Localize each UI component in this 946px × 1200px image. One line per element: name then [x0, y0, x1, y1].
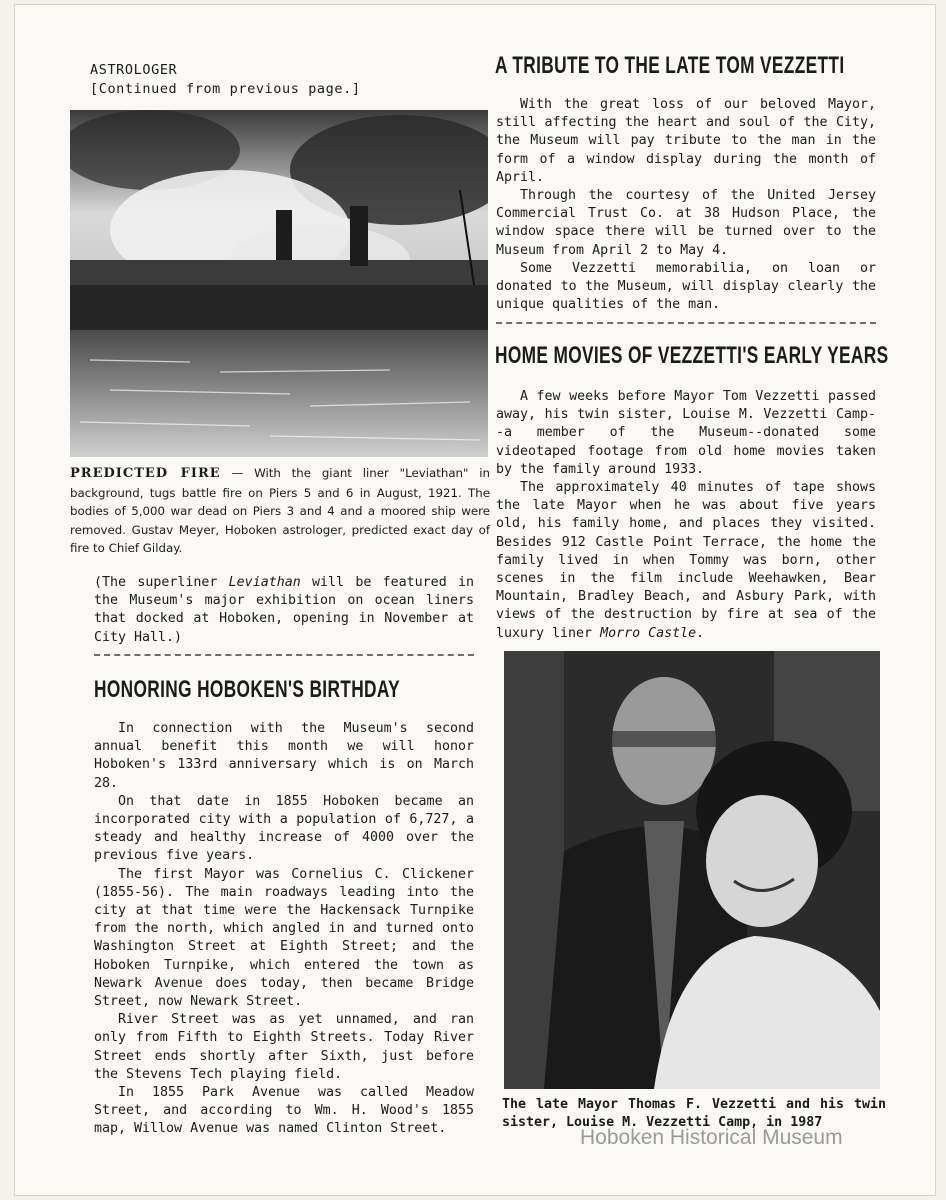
tribute-paragraph: Some Vezzetti memorabilia, on loan or donated to the Museum, will display clearly the unique qualities of the man. — [496, 260, 876, 313]
leviathan-exhibit-note — [94, 574, 474, 647]
tribute-heading: A TRIBUTE TO THE LATE TOM VEZZETTI — [495, 52, 845, 79]
vezzetti-photo-caption: The late Mayor Thomas F. Vezzetti and his twin sister, Louise M. Vezzetti Camp, in 1987 — [502, 1097, 886, 1130]
note-italic: Leviathan — [228, 575, 301, 590]
birthday-paragraph: On that date in 1855 Hoboken became an incorporated city with a population of 6,727, a steady and healthy increase of 4000 over the previous five years. — [94, 793, 474, 864]
leviathan-fire-image — [70, 110, 488, 457]
tribute-article — [496, 96, 876, 314]
vezzetti-photo — [504, 651, 880, 1089]
movies-heading: HOME MOVIES OF VEZZETTI'S EARLY YEARS — [495, 342, 889, 369]
movies-p2-post: . — [696, 625, 705, 641]
movies-paragraph: A few weeks before Mayor Tom Vezzetti passed away, his twin sister, Louise M. Vezzetti Camp--a member of the Museum--donated some videotaped footage from old home movies taken by the family around 1933. — [496, 389, 876, 477]
newsletter-page — [14, 4, 936, 1196]
movies-p2-pre: The approximately 40 minutes of tape shows the late Mayor when he was about five years old, his family home, and places they visited. Besides 912 Castle Point Terrace, the home the family lived in when Tommy was born, other scenes in the film include Weehawken, Bear Mountain, Bradley Beach, and Asbury Park, with views of the destruction by fire at sea of the luxury liner — [496, 480, 876, 641]
birthday-article — [94, 720, 474, 1139]
tribute-paragraph: Through the courtesy of the United Jersey Commercial Trust Co. at 38 Hudson Place, the window space there will be turned over to the Museum from April 2 to May 4. — [496, 188, 876, 258]
divider-right — [496, 322, 876, 324]
leviathan-fire-photo — [70, 110, 488, 457]
movies-article — [496, 388, 876, 643]
vezzetti-image — [504, 651, 880, 1089]
morro-castle: Morro Castle — [600, 625, 697, 641]
divider-left — [94, 654, 474, 656]
movies-paragraph — [496, 479, 876, 643]
continued-note: [Continued from previous page.] — [90, 81, 361, 97]
note-post: will be featured in the Museum's major exhibition on ocean liners that docked at Hoboken, opening in November at City Hall.) — [94, 575, 474, 645]
caption-lead: PREDICTED FIRE — [70, 466, 221, 481]
birthday-paragraph: In connection with the Museum's second annual benefit this month we will honor Hoboken's 133rd anniversary which is on March 28. — [94, 721, 474, 791]
archive-watermark: Hoboken Historical Museum — [580, 1126, 843, 1149]
astrologer-title: ASTROLOGER — [90, 62, 178, 78]
birthday-paragraph: In 1855 Park Avenue was called Meadow Street, and according to Wm. H. Wood's 1855 map, Willow Avenue was named Clinton Street. — [94, 1085, 474, 1137]
note-pre: (The superliner — [94, 575, 229, 590]
fire-photo-caption — [70, 464, 490, 558]
tribute-paragraph: With the great loss of our beloved Mayor, still affecting the heart and soul of the City, the Museum will pay tribute to the man in the form of a window display during the month of April. — [496, 97, 876, 185]
caption-text: — With the giant liner "Leviathan" in background, tugs battle fire on Piers 5 and 6 in August, 1921. The bodies of 5,000 war dead on Piers 3 and 4 and a moored ship were removed. Gustav Meyer, Hoboken astrologer, predicted exact day of fire to Chief Gilday. — [70, 466, 491, 556]
birthday-paragraph: The first Mayor was Cornelius C. Clickener (1855-56). The main roadways leading into the city at that time were the Hackensack Turnpike from the north, which angled in and turned onto Washington Street at Eighth Street; and the Hoboken Turnpike, which entered the town as Newark Avenue does today, then became Bridge Street, now Newark Street. — [94, 866, 474, 1010]
birthday-heading: HONORING HOBOKEN'S BIRTHDAY — [94, 676, 401, 703]
birthday-paragraph: River Street was as yet unnamed, and ran only from Fifth to Eighth Streets. Today River Street ends shortly after Sixth, just before the Stevens Tech playing field. — [94, 1012, 474, 1082]
